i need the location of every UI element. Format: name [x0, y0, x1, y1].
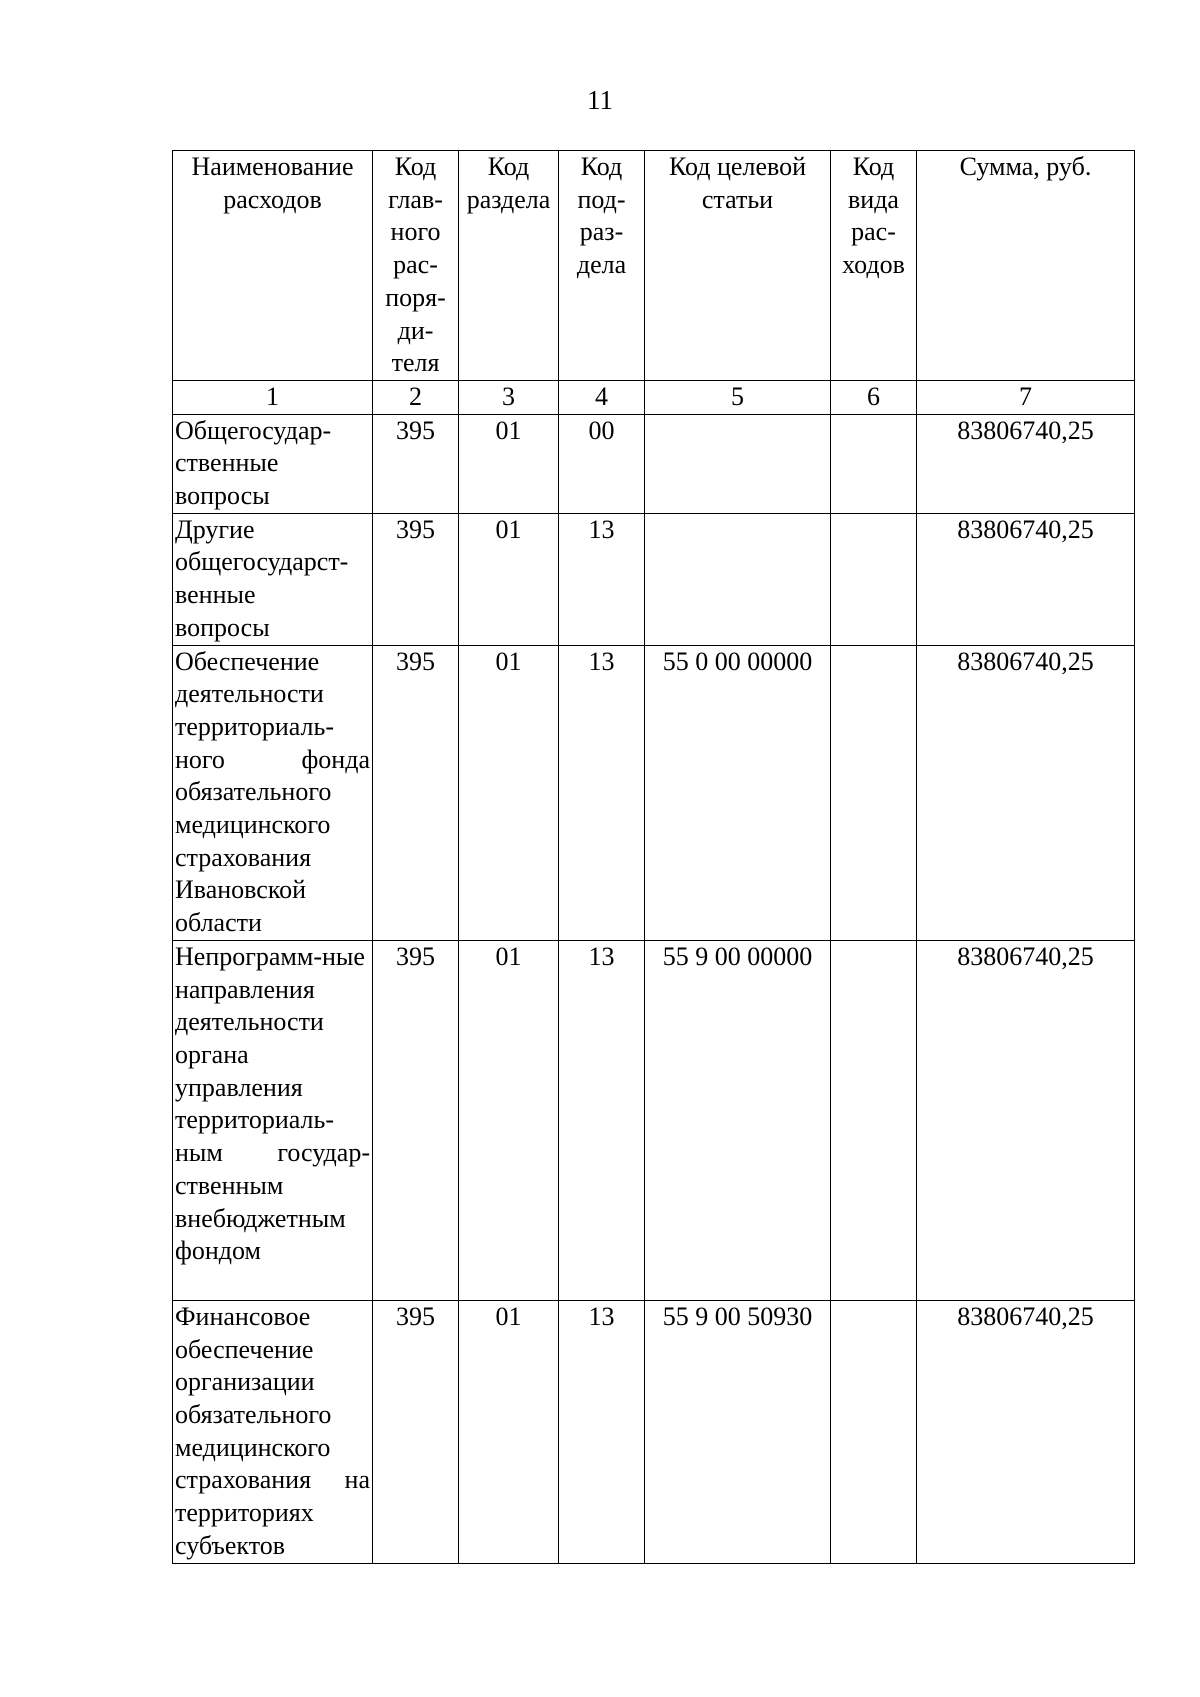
section-code: 01	[459, 1300, 559, 1563]
expense-type-code	[831, 940, 917, 1300]
chief-administrator-code: 395	[373, 414, 459, 513]
subsection-code: 13	[559, 513, 645, 645]
expenditure-name: Обеспечение деятельности территориаль-ного фонда обязательного медицинского страхования Ивановской области	[173, 645, 373, 940]
table-row	[173, 513, 1135, 645]
amount: 83806740,25	[917, 940, 1135, 1300]
header-subsection-code: Код под- раз- дела	[559, 151, 645, 381]
column-number: 5	[645, 380, 831, 414]
subsection-code: 00	[559, 414, 645, 513]
expenditure-name: Непрограмм-ные направления деятельности органа управления территориаль-ным государ-ственным внебюджетным фондом	[173, 940, 373, 1300]
column-number: 4	[559, 380, 645, 414]
header-section-code: Код раздела	[459, 151, 559, 381]
column-number: 2	[373, 380, 459, 414]
column-number: 6	[831, 380, 917, 414]
chief-administrator-code: 395	[373, 1300, 459, 1563]
column-number-row	[173, 380, 1135, 414]
amount: 83806740,25	[917, 645, 1135, 940]
amount: 83806740,25	[917, 513, 1135, 645]
expense-type-code	[831, 513, 917, 645]
table-header-row	[173, 151, 1135, 381]
header-expenditure-name: Наименование расходов	[173, 151, 373, 381]
chief-administrator-code: 395	[373, 940, 459, 1300]
amount: 83806740,25	[917, 414, 1135, 513]
table-row	[173, 414, 1135, 513]
target-item-code	[645, 414, 831, 513]
column-number: 1	[173, 380, 373, 414]
target-item-code: 55 0 00 00000	[645, 645, 831, 940]
expenditure-name: Общегосудар- ственные вопросы	[173, 414, 373, 513]
table-row	[173, 940, 1135, 1300]
expenditure-table	[172, 150, 1135, 1564]
chief-administrator-code: 395	[373, 513, 459, 645]
header-expense-type-code: Код вида рас- ходов	[831, 151, 917, 381]
table-row	[173, 645, 1135, 940]
expense-type-code	[831, 414, 917, 513]
expense-type-code	[831, 645, 917, 940]
amount: 83806740,25	[917, 1300, 1135, 1563]
target-item-code: 55 9 00 50930	[645, 1300, 831, 1563]
expenditure-name: Финансовое обеспечение организации обязательного медицинского страхования на территориях субъектов	[173, 1300, 373, 1563]
table-row	[173, 1300, 1135, 1563]
section-code: 01	[459, 513, 559, 645]
section-code: 01	[459, 414, 559, 513]
subsection-code: 13	[559, 645, 645, 940]
header-chief-administrator-code: Код глав- ного рас- поря- ди- теля	[373, 151, 459, 381]
header-target-item-code: Код целевой статьи	[645, 151, 831, 381]
target-item-code: 55 9 00 00000	[645, 940, 831, 1300]
column-number: 3	[459, 380, 559, 414]
page-number: 11	[587, 85, 613, 115]
expense-type-code	[831, 1300, 917, 1563]
section-code: 01	[459, 645, 559, 940]
column-number: 7	[917, 380, 1135, 414]
chief-administrator-code: 395	[373, 645, 459, 940]
expenditure-name: Другие общегосударст- венные вопросы	[173, 513, 373, 645]
target-item-code	[645, 513, 831, 645]
section-code: 01	[459, 940, 559, 1300]
subsection-code: 13	[559, 1300, 645, 1563]
subsection-code: 13	[559, 940, 645, 1300]
header-amount: Сумма, руб.	[917, 151, 1135, 381]
